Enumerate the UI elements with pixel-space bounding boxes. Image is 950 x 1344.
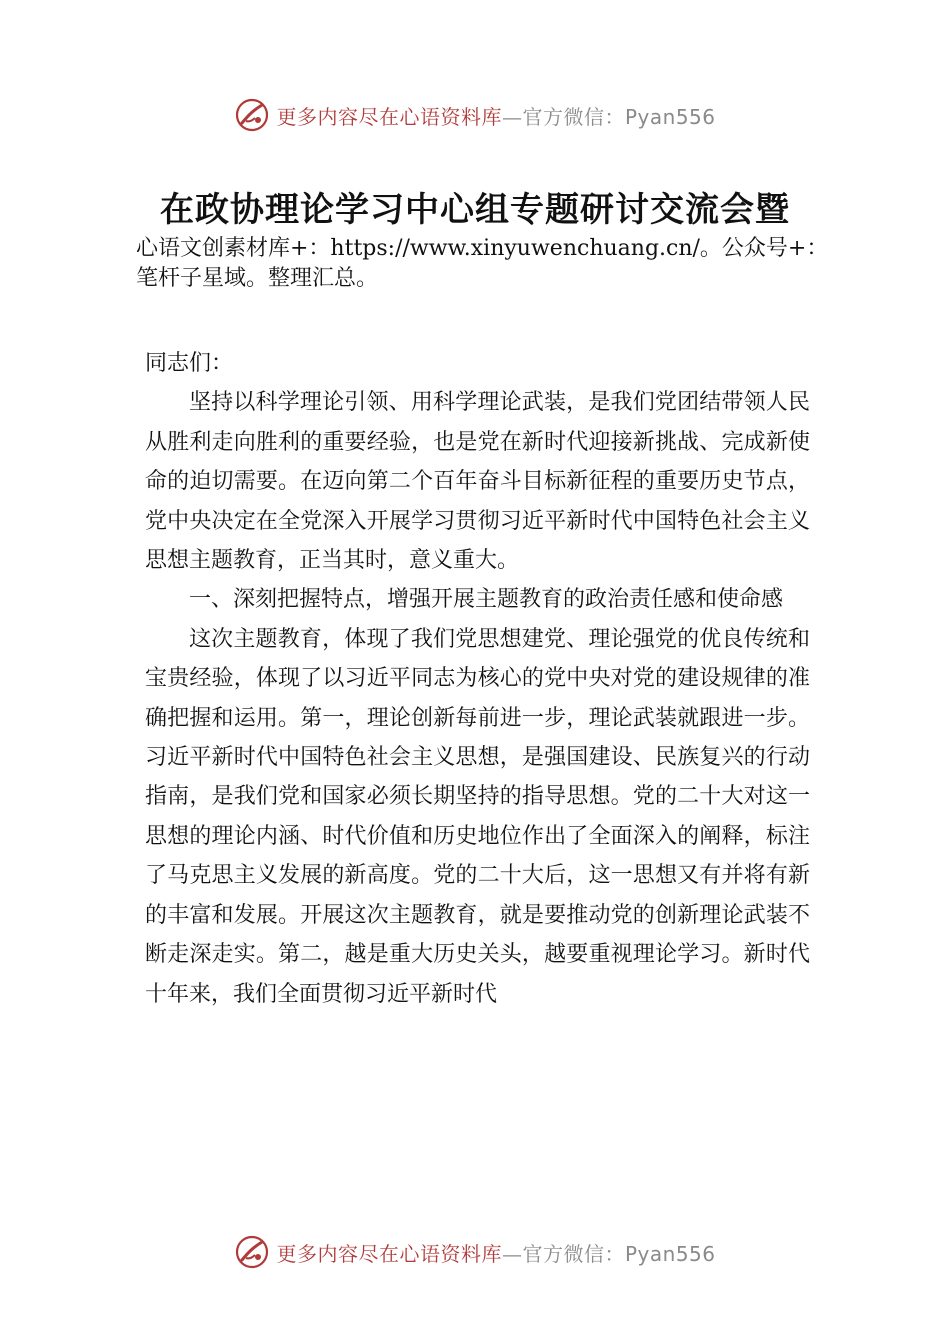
brush-logo-icon [234, 97, 270, 133]
watermark-dash: —官方微信： [501, 1241, 625, 1266]
document-body [145, 344, 810, 1014]
document-title: 在政协理论学习中心组专题研讨交流会暨 [160, 190, 790, 230]
watermark-lead: 更多内容尽在心语资料库 [276, 104, 502, 129]
salutation: 同志们： [145, 351, 234, 376]
paragraph-intro: 坚持以科学理论引领、用科学理论武装，是我们党团结带领人民从胜利走向胜利的重要经验，也是党在新时代迎接新挑战、完成新使命的迫切需要。在迈向第二个百年奋斗目标新征程的重要历史节点，党中央决定在全党深入开展学习贯彻习近平新时代中国特色社会主义思想主题教育，正当其时，意义重大。 [145, 390, 810, 574]
brush-logo-icon [234, 1234, 270, 1270]
watermark-lead: 更多内容尽在心语资料库 [276, 1241, 502, 1266]
section-heading: 一、深刻把握特点，增强开展主题教育的政治责任感和使命感 [189, 587, 784, 613]
watermark-banner-top [0, 93, 950, 137]
watermark-dash: —官方微信： [501, 104, 625, 129]
watermark-text [276, 1238, 715, 1267]
watermark-text [276, 101, 715, 130]
paragraph-body: 这次主题教育，体现了我们党思想建党、理论强党的优良传统和宝贵经验，体现了以习近平同志为核心的党中央对党的建设规律的准确把握和运用。第一，理论创新每前进一步，理论武装就跟进一步。习近平新时代中国特色社会主义思想，是强国建设、民族复兴的行动指南，是我们党和国家必须长期坚持的指导思想。党的二十大对这一思想的理论内涵、时代价值和历史地位作出了全面深入的阐释，标注了马克思主义发展的新高度。党的二十大后，这一思想又有并将有新的丰富和发展。开展这次主题教育，就是要推动党的创新理论武装不断走深走实。第二，越是重大历史关头，越要重视理论学习。新时代十年来，我们全面贯彻习近平新时代 [145, 626, 810, 1007]
source-note: 心语文创素材库+：https://www.xinyuwenchuang.cn/。公众号+：笔杆子星域。整理汇总。 [136, 236, 829, 291]
watermark-banner-bottom [0, 1230, 950, 1274]
watermark-account: Pyan556 [624, 1241, 716, 1266]
watermark-account: Pyan556 [624, 104, 716, 129]
